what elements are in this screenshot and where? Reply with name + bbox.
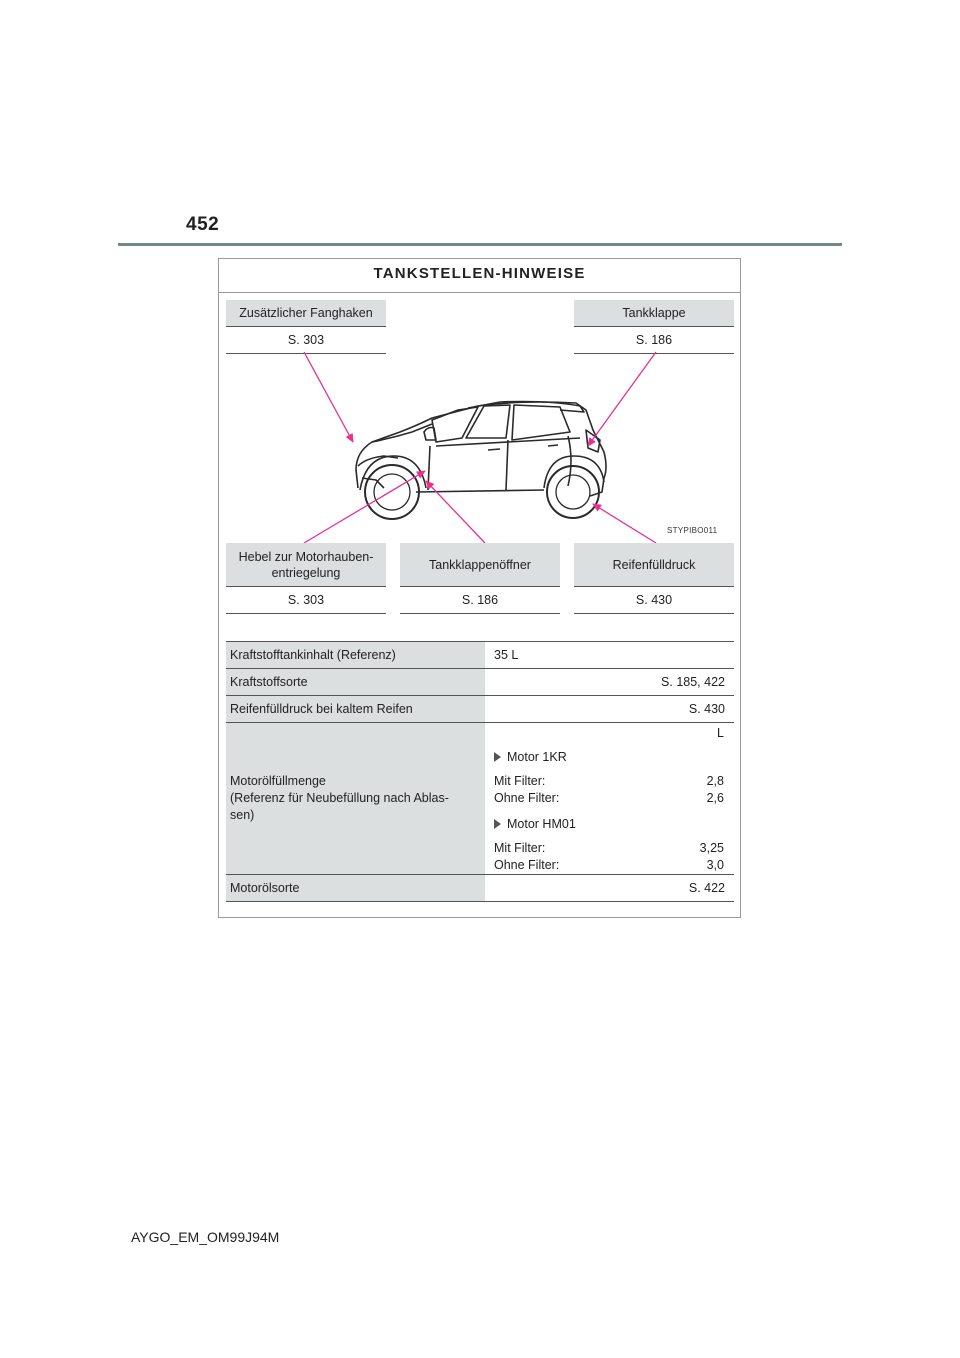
with-filter-label: Mit Filter: [494, 840, 546, 855]
row-capacity-key: Kraftstofftankinhalt (Referenz) [226, 642, 485, 669]
callout-fuel-door-label: Tankklappe [574, 300, 734, 327]
row-tire-cold-value: S. 430 [485, 696, 734, 723]
engine-hm01-with-filter [494, 840, 724, 857]
car-outline [356, 402, 606, 497]
callout-tire-pressure-ref: S. 430 [574, 587, 734, 614]
without-filter-label: Ohne Filter: [494, 790, 560, 805]
callout-hood-lever-label: Hebel zur Motorhauben- entriegelung [226, 543, 386, 587]
without-filter-value: 3,0 [706, 857, 724, 872]
table-row [226, 669, 734, 696]
row-tire-cold-key: Reifenfülldruck bei kaltem Reifen [226, 696, 485, 723]
engine-1kr-with-filter [494, 773, 724, 790]
callout-hook-label: Zusätzlicher Fanghaken [226, 300, 386, 327]
callout-fuel-opener [400, 543, 560, 614]
with-filter-label: Mit Filter: [494, 773, 546, 788]
engine-hm01 [494, 817, 724, 831]
table-row [226, 875, 734, 902]
with-filter-value: 2,8 [706, 773, 724, 788]
table-row [226, 723, 734, 875]
engine-hm01-without-filter [494, 857, 724, 874]
page-number: 452 [186, 214, 220, 235]
arrow-hood-lever [304, 471, 425, 543]
engine-hm01-name: Motor HM01 [507, 816, 576, 831]
table-row [226, 642, 734, 669]
callout-tire-pressure-label: Reifenfülldruck [574, 543, 734, 587]
without-filter-value: 2,6 [706, 790, 724, 805]
engine-1kr-name: Motor 1KR [507, 749, 567, 764]
engine-1kr-without-filter [494, 790, 724, 807]
arrow-hook [304, 352, 353, 442]
callout-tire-pressure [574, 543, 734, 614]
engine-1kr [494, 750, 724, 764]
row-fuel-type-value: S. 185, 422 [485, 669, 734, 696]
callout-fuel-opener-label: Tankklappenöffner [400, 543, 560, 587]
triangle-bullet-icon [494, 819, 501, 829]
with-filter-value: 3,25 [699, 840, 724, 855]
row-oil-capacity-key: Motorölfüllmenge (Referenz für Neubefüllung nach Ablas- sen) [226, 723, 485, 875]
oil-unit: L [717, 725, 724, 740]
row-capacity-value: 35 L [485, 642, 734, 669]
arrow-fuel-door [588, 352, 656, 446]
row-oil-type-value: S. 422 [485, 875, 734, 902]
triangle-bullet-icon [494, 752, 501, 762]
callout-arrows [304, 352, 656, 543]
footer-doc-code: AYGO_EM_OM99J94M [131, 1229, 280, 1245]
callout-hood-lever [226, 543, 386, 614]
row-oil-type-key: Motorölsorte [226, 875, 485, 902]
callout-hood-lever-ref: S. 303 [226, 587, 386, 614]
row-oil-capacity-value [485, 723, 734, 875]
image-code: STYPIBO011 [667, 526, 718, 535]
table-row [226, 696, 734, 723]
row-fuel-type-key: Kraftstoffsorte [226, 669, 485, 696]
arrow-tire-pressure [593, 504, 656, 543]
panel-title: TANKSTELLEN-HINWEISE [219, 259, 740, 293]
without-filter-label: Ohne Filter: [494, 857, 560, 872]
callout-hook-ref: S. 303 [226, 327, 386, 354]
spec-table [226, 641, 734, 902]
callout-fuel-opener-ref: S. 186 [400, 587, 560, 614]
car-wheels [365, 465, 599, 519]
callout-fuel-door-ref: S. 186 [574, 327, 734, 354]
